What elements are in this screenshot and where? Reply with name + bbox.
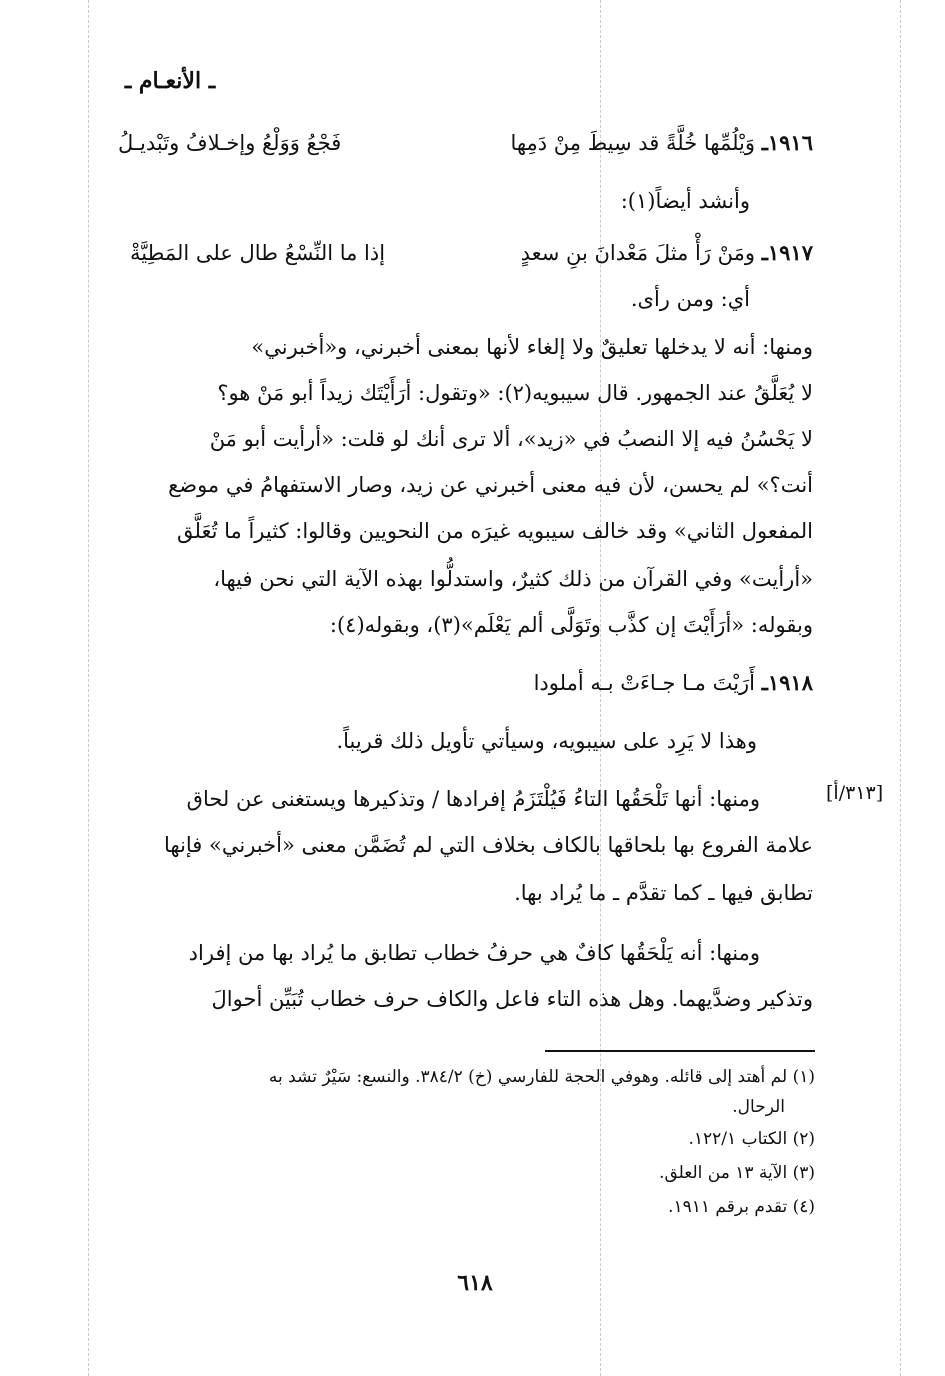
text-line: وأنشد أيضاً(١): — [620, 189, 750, 213]
text-line: تطابق فيها ـ كما تقدَّم ـ ما يُراد بها. — [514, 881, 813, 905]
footnote-3: (٣) الآية ١٣ من العلق. — [659, 1163, 815, 1183]
text-line: ومنها: أنها تَلْحَقُها التاءُ فَيُلْتَزَمُ إفرادها / وتذكيرها ويستغنى عن لحاق — [186, 787, 760, 811]
footnote-2: (٢) الكتاب ١٢٢/١. — [688, 1129, 815, 1149]
verse-hemistich-first: ومَنْ رَأْ مثلَ مَعْدانَ بنِ سعدٍ — [520, 241, 756, 265]
scan-guide-line — [88, 0, 89, 1376]
text-line: أنت؟» لم يحسن، لأن فيه معنى أخبرني عن زيد، وصار الاستفهامُ في موضع — [168, 473, 813, 497]
text-line: وبقوله: «أرَأَيْتَ إن كذَّب وتَوَلَّى ألم يَعْلَم»(٣)، وبقوله(٤): — [329, 613, 813, 637]
text-line: ومنها: أنه يَلْحَقُها كافٌ هي حرفُ خطاب تطابق ما يُراد بها من إفراد — [188, 941, 760, 965]
text-line: علامة الفروع بها بلحاقها بالكاف بخلاف التي لم تُضَمَّن معنى «أخبرني» فإنها — [163, 833, 813, 857]
text-line: المفعول الثاني» وقد خالف سيبويه غيرَه من النحويين وقالوا: كثيراً ما تُعَلَّق — [177, 519, 813, 543]
verse-number: ١٩١٨ـ — [761, 670, 813, 695]
text-line: وتذكير وضدَّيهما. وهل هذه التاء فاعل والكاف حرف خطاب تُبَيِّن أحوالَ — [211, 987, 813, 1011]
running-header: ـ الأنعـام ـ — [124, 68, 216, 94]
verse-hemistich-first: أَرَيْتَ مـا جـاءَتْ بـه أملودا — [533, 671, 756, 695]
footnote-separator — [545, 1050, 815, 1052]
footnote-1: (١) لم أهتد إلى قائله. وهوفي الحجة للفارسي (خ) ٣٨٤/٢. والنسع: سَيْرٌ تشد به — [268, 1067, 815, 1087]
footnote-1-cont: الرحال. — [732, 1097, 785, 1117]
verse-1917-second: إذا ما النِّسْعُ طال على المَطِيَّةْ — [130, 241, 386, 265]
text-line: لا يُعَلَّقُ عند الجمهور. قال سيبويه(٢): «وتقول: أرَأَيْتَك زيداً أبو مَنْ هو؟ — [217, 381, 813, 405]
text-line: ومنها: أنه لا يدخلها تعليقٌ ولا إلغاء لأنها بمعنى أخبرني، و«أخبرني» — [251, 335, 813, 359]
folio-marker: [٣١٣/أ] — [826, 782, 884, 804]
verse-number: ١٩١٧ـ — [761, 240, 813, 265]
text-line: لا يَحْسُنُ فيه إلا النصبُ في «زيد»، ألا ترى أنك لو قلت: «أرأيت أبو مَنْ — [209, 427, 813, 451]
verse-1918 — [534, 668, 813, 698]
verse-number: ١٩١٦ـ — [761, 130, 813, 155]
text-line: وهذا لا يَرِد على سيبويه، وسيأتي تأويل ذلك قريباً. — [336, 729, 757, 753]
footnote-4: (٤) تقدم برقم ١٩١١. — [668, 1197, 815, 1217]
text-line: «أرأيت» وفي القرآن من ذلك كثيرٌ، واستدلُّوا بهذه الآية التي نحن فيها، — [213, 567, 813, 591]
verse-1916-second: فَجْعُ وَوَلْعُ وإخـلافُ وتَبْديـلُ — [118, 131, 342, 155]
page-number: ٦١٨ — [457, 1270, 493, 1296]
verse-hemistich-first: وَيْلُمِّها خُلَّةً قد سِيطَ مِنْ دَمِها — [510, 131, 756, 155]
verse-1917 — [521, 238, 813, 268]
verse-1916 — [510, 128, 813, 158]
text-line: أي: ومن رأى. — [630, 287, 750, 311]
scan-guide-line — [900, 0, 901, 1376]
